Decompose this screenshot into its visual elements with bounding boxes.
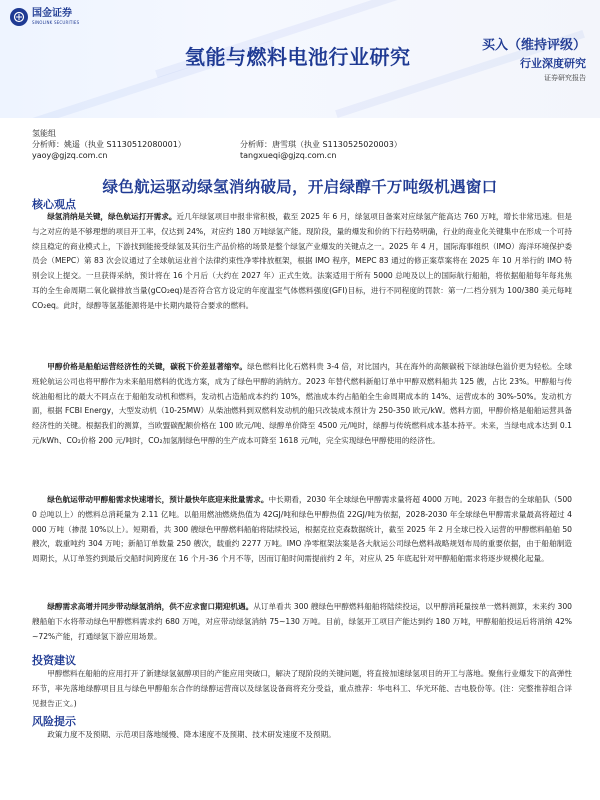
logo-icon bbox=[10, 8, 28, 26]
paragraph-3 bbox=[32, 493, 572, 567]
paragraph-2-lead: 甲醇价格是船舶运营经济性的关键，碳税下价差显著缩窄。 bbox=[47, 362, 248, 371]
paragraph-4-lead: 绿醇需求高增并同步带动绿氢消纳，供不应求窗口期迎机遇。 bbox=[47, 602, 254, 611]
paragraph-6: 政策力度不及预期、示范项目落地缓慢、降本速度不及预期、技术研发速度不及预期。 bbox=[47, 730, 336, 739]
analyst-2-email[interactable]: tangxueqi@gjzq.com.cn bbox=[240, 151, 337, 160]
author-block bbox=[32, 128, 572, 161]
logo-name-cn: 国金证券 bbox=[32, 8, 72, 19]
paragraph-1 bbox=[32, 210, 572, 314]
analyst-2: 分析师：唐雪琪（执业 S1130525020003） bbox=[240, 140, 402, 149]
analyst-1-email[interactable]: yaoy@gjzq.com.cn bbox=[32, 151, 108, 160]
paragraph-2 bbox=[32, 360, 572, 449]
main-title: 绿色航运驱动绿氢消纳破局，开启绿醇千万吨级机遇窗口 bbox=[102, 178, 498, 196]
section-core-views: 核心观点 bbox=[32, 198, 76, 211]
report-title: 氢能与燃料电池行业研究 bbox=[185, 45, 411, 69]
paragraph-3-lead: 绿色航运带动甲醇船需求快速增长，预计最快年底迎来批量需求。 bbox=[47, 495, 269, 504]
paragraph-4 bbox=[32, 600, 572, 644]
company-logo bbox=[10, 8, 79, 26]
paragraph-1-lead: 绿氢消纳是关键，绿色航运打开需求。 bbox=[47, 212, 177, 221]
paragraph-3-body: 中长期看，2030 年全球绿色甲醇需求量将超 4000 万吨。2023 年报告的全球船队（5000 总吨以上）的燃料总消耗量为 2.11 亿吨。以船用燃油燃烧热值为 42GJ/吨和绿色甲醇热值 22GJ/吨为依据，2028-2030 年全球绿色甲醇需求量最高将超过 4000 万吨（掺混 10%以上）。短期看，共 300 艘绿色甲醇燃料船舶将陆续投运，根据克拉克森数据统计，截至 2025 年 2 月全球已投入运营的甲醇燃料船舶 50 艘次，载重吨约 304 万吨；新船订单数量 250 艘次，载重约 2277 万吨。IMO 净零框架法案是各大航运公司绿色燃料战略规划布局的重要依据，由于船舶制造周期长，从订单签约到最后交船时间跨度在 16 个月-36 个月不等，因而订船时间需提前约 2 年，对应从 25 年底起针对甲醇船舶需求将逐步规模化起量。 bbox=[32, 495, 573, 564]
analyst-1: 分析师：姚遥（执业 S1130512080001） bbox=[32, 140, 186, 149]
section-invest: 投资建议 bbox=[32, 654, 76, 667]
paragraph-2-body: 绿色燃料比化石燃料贵 3-4 倍，对比国内，其在海外的高额碳税下绿油绿色溢价更为轻松。全球班轮航运公司也将甲醇作为未来船用燃料的优选方案，成为了绿色甲醇的消纳方。2023 年替代燃料新船订单中甲醇双燃料船共 125 艘，占比 23%。甲醇船与传统油船相比的最大不同点在于船舶发动机和燃料，发动机占造船成本约约 10%，燃油成本约占船舶全生命周期成本的 14%、运营成本的 30%-50%。发动机方面，根据 FCBI Energy，大型发动机（10-25MW）从柴油燃料到双燃料发动机的船只改装成本预计为 250-350 欧元/kW。燃料方面，甲醇价格是船舶运营具备经济性的关键。根据我们的测算，当欧盟碳配额价格在 100 欧元/吨、绿醇单价降至 4500 元/吨时，绿醇与传统燃料成本基本持平。未来，当绿电成本达到 0.1 元/kWh、CO₂价格 200 元/吨时，CO₂加氢制绿色甲醇的生产成本可降至 1618 元/吨，完全实现绿色甲醇使用的经济性。 bbox=[32, 362, 572, 445]
paragraph-5: 甲醇燃料在船舶的应用打开了新建绿氢氨醇项目的产能应用突破口，解决了现阶段的关键问题，将直接加速绿氢项目的开工与落地。聚焦行业爆发下的高弹性环节，率先落地绿醇项目且与绿色甲醇船东合作的绿醇运营商以及绿氢设备商将充分受益，重点推荐：华电科工、华光环能、吉电股份等。(注：完整推荐组合详见报告正文。) bbox=[32, 669, 572, 708]
header-banner bbox=[0, 0, 600, 118]
paragraph-4-body: 从订单看共 300 艘绿色甲醇燃料船舶将陆续投运，以甲醇消耗量按单一燃料测算，未来约 300 艘船舶下水将带动绿色甲醇燃料需求约 680 万吨，对应带动绿氢消纳 75~130 万吨。目前，绿氢开工项目产能达到约 180 万吨，甲醇船舶投运后将消纳 42%~72%产能，打通绿氢下游应用场景。 bbox=[32, 602, 572, 641]
rating-label: 买入（维持评级） bbox=[481, 38, 586, 53]
logo-name-en: SINOLINK SECURITIES bbox=[32, 20, 80, 25]
paragraph-1-body: 近几年绿氢项目申报非常积极，截至 2025 年 6 月，绿氢项目备案对应绿氢产能高达 760 万吨，增长非常迅速。但是与之对应的是不够理想的项目开工率，仅达到 24%，对应约 180 万吨绿氢产能。现阶段，量的爆发和价的下行趋势明确，行业的商业化关键集中在形成一个可持续且稳定的商业模式上，下游找到能接受绿氢及其衍生产品价格的场景是整个绿氢产业爆发的关键点之一。2025 年 4 月，国际海事组织（IMO）海洋环境保护委员会（MEPC）第 83 次会议通过了全球航运业首个法律约束性净零排放框架，根据 IMO 程序，MEPC 83 通过的修正案草案将在 2025 年 10 月举行的 IMO 特别会议上提交。一旦获得采纳，预计将在 16 个月后（大约在 2027 年）正式生效。法案适用于所有 5000 总吨及以上的国际航行船舶，将依据船舶每年每兆焦耳的全生命周期二氧化碳排放当量(gCO₂eq)是否符合官方设定的年度温室气体燃料强度(GFI)目标，进行不同程度的罚款：第一/二档分别为 100/380 美元每吨 CO₂eq。此时，绿醇等氢基能源将是中长期内最符合要求的燃料。 bbox=[32, 212, 572, 310]
section-risk: 风险提示 bbox=[32, 715, 76, 728]
team-name: 氢能组 bbox=[32, 129, 56, 138]
report-type: 行业深度研究 bbox=[520, 57, 586, 70]
report-subtype: 证券研究报告 bbox=[544, 74, 586, 82]
